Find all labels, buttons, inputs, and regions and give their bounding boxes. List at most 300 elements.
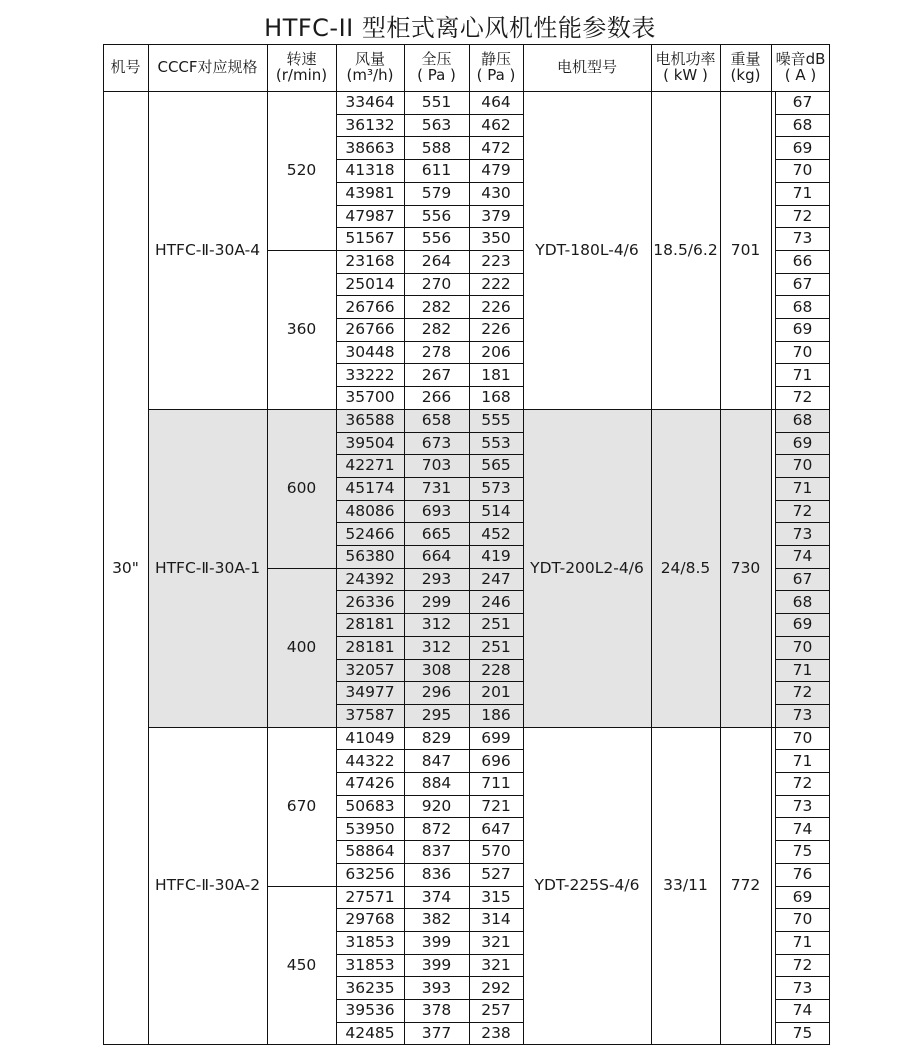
noise-value: 70 [792,910,813,929]
total-pressure-value: 673 [421,433,452,452]
static-pressure-value: 251 [481,638,511,656]
airflow-value: 38663 [345,138,395,157]
total-pressure-value: 296 [421,683,452,702]
total-pressure-value: 836 [421,865,452,883]
grid-line [775,545,830,546]
noise-value: 72 [792,206,813,225]
grid-line [775,205,830,206]
grid-line [775,840,830,841]
grid-line [336,273,523,274]
static-pressure-value: 222 [481,274,511,293]
total-pressure-value: 295 [421,706,452,725]
static-pressure-value: 527 [481,865,511,883]
grid-line [336,659,523,660]
noise-value: 73 [792,229,813,248]
total-pressure-value: 266 [421,388,452,407]
airflow-value: 51567 [345,229,395,248]
total-pressure-value: 563 [421,115,452,134]
static-pressure-value: 247 [481,569,511,588]
header-noise [771,44,830,91]
grid-line [336,454,523,455]
grid-line [336,522,523,523]
grid-line [336,840,523,841]
total-pressure-value: 399 [421,955,452,974]
airflow-value: 35700 [345,388,395,407]
noise-value: 72 [792,774,813,793]
static-pressure-value: 314 [481,910,511,929]
grid-line [775,636,830,637]
grid-line [336,386,523,387]
grid-line [336,772,523,773]
noise-value: 73 [792,524,813,543]
noise-value: 71 [792,184,813,202]
grid-line [775,227,830,228]
grid-line [267,44,268,1044]
noise-value: 67 [792,569,813,588]
airflow-value: 58864 [345,842,395,861]
noise-value: 69 [792,320,813,339]
static-pressure-value: 555 [481,411,511,429]
airflow-value: 32057 [345,660,395,679]
header-weight-line: (kg) [730,65,761,84]
total-pressure-value: 308 [421,660,452,679]
airflow-value: 27571 [345,887,395,906]
noise-value: 74 [792,819,813,838]
grid-line [775,250,830,251]
header-noise-line: ( A ) [784,65,817,84]
total-pressure-value: 270 [421,274,452,293]
grid-line [775,681,830,682]
grid-line [336,931,523,932]
grid-line [336,205,523,206]
header-airflow-line: (m³/h) [346,65,394,84]
static-pressure-value: 565 [481,456,511,475]
total-pressure-value: 731 [421,479,452,498]
total-pressure-value: 399 [421,933,452,952]
noise-value: 73 [792,796,813,815]
total-pressure-value: 884 [421,774,452,793]
grid-line [775,863,830,864]
static-pressure-value: 315 [481,887,511,906]
noise-value: 71 [792,751,813,770]
total-pressure-value: 556 [421,229,452,248]
airflow-value: 43981 [345,184,395,202]
grid-line [775,477,830,478]
total-pressure-value: 588 [421,138,452,157]
airflow-value: 33222 [345,365,395,384]
page-title: HTFC-II 型柜式离心风机性能参数表 [264,14,656,42]
grid-line [267,886,336,887]
grid-line [775,341,830,342]
noise-value: 68 [792,592,813,611]
grid-line [336,409,523,410]
grid-line [336,363,523,364]
motor-model-cell: YDT-200L2-4/6 [530,558,644,577]
airflow-value: 47426 [345,774,395,793]
speed-cell: 400 [286,638,317,656]
noise-value: 66 [792,252,813,271]
airflow-value: 48086 [345,501,395,520]
airflow-value: 36588 [345,411,395,429]
airflow-value: 34977 [345,683,395,702]
noise-value: 71 [792,365,813,384]
grid-line [775,409,830,410]
grid-line [336,318,523,319]
grid-line [775,659,830,660]
airflow-value: 29768 [345,910,395,929]
total-pressure-value: 847 [421,751,452,770]
total-pressure-value: 556 [421,206,452,225]
static-pressure-value: 464 [481,93,511,112]
total-pressure-value: 829 [421,728,452,747]
static-pressure-value: 226 [481,320,511,339]
airflow-value: 24392 [345,569,395,588]
static-pressure-value: 186 [481,706,511,725]
total-pressure-value: 693 [421,501,452,520]
spec-cell: HTFC-Ⅱ-30A-1 [154,558,261,577]
grid-line [775,295,830,296]
noise-value: 71 [792,933,813,952]
total-pressure-value: 267 [421,365,452,384]
grid-line [775,522,830,523]
grid-line [775,727,830,728]
grid-line [651,44,652,1044]
static-pressure-value: 647 [481,819,511,838]
grid-line [775,500,830,501]
total-pressure-value: 264 [421,252,452,271]
airflow-value: 31853 [345,933,395,952]
speed-cell: 670 [286,796,317,815]
total-pressure-value: 665 [421,524,452,543]
grid-line [775,182,830,183]
static-pressure-value: 472 [481,138,511,157]
airflow-value: 50683 [345,796,395,815]
weight-cell: 701 [730,240,761,259]
grid-line [775,613,830,614]
grid-line [336,749,523,750]
total-pressure-value: 551 [421,93,452,112]
noise-value: 73 [792,978,813,997]
airflow-value: 26766 [345,297,395,316]
grid-line [103,44,104,1044]
header-model-no: 机号 [110,57,141,76]
grid-line [336,681,523,682]
header-airflow [336,44,404,91]
noise-value: 72 [792,955,813,974]
grid-line [336,636,523,637]
static-pressure-value: 430 [481,184,511,202]
airflow-value: 47987 [345,206,395,225]
header-total-pressure-line: ( Pa ) [417,65,456,84]
header-motor-power-line: 电机功率 [655,49,716,68]
motor-power-cell: 24/8.5 [660,558,711,577]
noise-value: 70 [792,728,813,747]
header-static-pressure-line: 静压 [480,49,511,68]
total-pressure-value: 312 [421,638,452,656]
grid-line [148,44,149,1044]
grid-line [775,772,830,773]
grid-line [336,613,523,614]
grid-line [775,318,830,319]
airflow-value: 41318 [345,161,395,180]
static-pressure-value: 553 [481,433,511,452]
static-pressure-value: 257 [481,1001,511,1020]
motor-power-cell: 33/11 [663,876,708,895]
grid-line [336,886,523,887]
total-pressure-value: 658 [421,411,452,429]
speed-cell: 600 [286,479,317,498]
header-static-pressure-line: ( Pa ) [476,65,516,84]
static-pressure-value: 246 [481,592,511,611]
grid-line [336,227,523,228]
noise-value: 74 [792,547,813,566]
header-total-pressure [404,44,469,91]
static-pressure-value: 721 [481,796,511,815]
static-pressure-value: 350 [481,229,511,248]
grid-line [775,114,830,115]
noise-value: 70 [792,456,813,475]
static-pressure-value: 479 [481,161,511,180]
header-weight-line: 重量 [730,49,761,68]
noise-value: 70 [792,638,813,656]
motor-model-cell: YDT-225S-4/6 [534,876,640,895]
speed-cell: 360 [286,320,317,339]
performance-table [103,44,830,1044]
grid-line [775,454,830,455]
static-pressure-value: 711 [481,774,511,793]
grid-line [336,159,523,160]
airflow-value: 42485 [345,1023,395,1042]
grid-line [336,817,523,818]
grid-line [775,1022,830,1023]
grid-line [267,250,336,251]
static-pressure-value: 321 [481,933,511,952]
grid-line [336,999,523,1000]
grid-line [336,568,523,569]
noise-value: 70 [792,161,813,180]
grid-line [771,44,772,1044]
airflow-value: 25014 [345,274,395,293]
total-pressure-value: 703 [421,456,452,475]
static-pressure-value: 379 [481,206,511,225]
grid-line [775,817,830,818]
grid-line [775,749,830,750]
total-pressure-value: 299 [421,592,452,611]
header-speed-line: (r/min) [275,65,328,84]
header-speed-line: 转速 [286,49,317,68]
noise-value: 75 [792,1023,813,1042]
static-pressure-value: 228 [481,660,511,679]
grid-line [775,931,830,932]
static-pressure-value: 321 [481,955,511,974]
total-pressure-value: 837 [421,842,452,861]
header-motor-model: 电机型号 [556,57,617,76]
total-pressure-value: 664 [421,547,452,566]
grid-line [775,590,830,591]
total-pressure-value: 374 [421,887,452,906]
static-pressure-value: 462 [481,115,511,134]
static-pressure-value: 226 [481,297,511,316]
static-pressure-value: 573 [481,479,511,498]
static-pressure-value: 696 [481,751,511,770]
airflow-value: 23168 [345,252,395,271]
airflow-value: 45174 [345,479,395,498]
grid-line [775,999,830,1000]
grid-line [775,273,830,274]
noise-value: 72 [792,501,813,520]
speed-cell: 450 [286,955,317,974]
noise-value: 76 [792,865,813,883]
grid-line [775,136,830,137]
static-pressure-value: 570 [481,842,511,861]
spec-cell: HTFC-Ⅱ-30A-4 [154,240,261,259]
grid-line [336,545,523,546]
grid-line [336,136,523,137]
header-static-pressure [469,44,523,91]
grid-line [103,1044,830,1045]
static-pressure-value: 699 [481,728,511,747]
airflow-value: 41049 [345,728,395,747]
grid-line [336,704,523,705]
grid-line [336,477,523,478]
total-pressure-value: 872 [421,819,452,838]
noise-value: 68 [792,411,813,429]
airflow-value: 36132 [345,115,395,134]
noise-value: 69 [792,887,813,906]
grid-line [336,795,523,796]
airflow-value: 36235 [345,978,395,997]
grid-line [336,954,523,955]
model-number-cell: 30" [112,558,139,577]
grid-line [775,908,830,909]
noise-value: 71 [792,660,813,679]
total-pressure-value: 282 [421,320,452,339]
grid-line [775,568,830,569]
total-pressure-value: 920 [421,796,452,815]
grid-line [775,795,830,796]
grid-line [775,704,830,705]
airflow-value: 26766 [345,320,395,339]
static-pressure-value: 168 [481,388,511,407]
airflow-value: 31853 [345,955,395,974]
airflow-value: 28181 [345,638,395,656]
grid-line [336,295,523,296]
grid-line [523,44,524,1044]
static-pressure-value: 419 [481,547,511,566]
airflow-value: 52466 [345,524,395,543]
grid-line [775,954,830,955]
static-pressure-value: 292 [481,978,511,997]
noise-value: 67 [792,93,813,112]
weight-cell: 772 [730,876,761,895]
header-noise-line: 噪音dB [775,49,826,68]
static-pressure-value: 238 [481,1023,511,1042]
total-pressure-value: 579 [421,184,452,202]
grid-line [775,386,830,387]
grid-line [336,500,523,501]
grid-line [336,182,523,183]
grid-line [775,432,830,433]
total-pressure-value: 278 [421,342,452,361]
total-pressure-value: 312 [421,615,452,634]
header-airflow-line: 风量 [354,49,385,68]
total-pressure-value: 393 [421,978,452,997]
static-pressure-value: 514 [481,501,511,520]
noise-value: 70 [792,342,813,361]
grid-line [775,363,830,364]
total-pressure-value: 611 [421,161,452,180]
airflow-value: 63256 [345,865,395,883]
airflow-value: 39536 [345,1001,395,1020]
speed-cell: 520 [286,161,317,180]
airflow-value: 56380 [345,547,395,566]
noise-value: 73 [792,706,813,725]
grid-line [336,341,523,342]
grid-line [336,863,523,864]
grid-line [720,44,721,1044]
airflow-value: 44322 [345,751,395,770]
spec-cell: HTFC-Ⅱ-30A-2 [154,876,261,895]
motor-model-cell: YDT-180L-4/6 [535,240,639,259]
noise-value: 67 [792,274,813,293]
grid-line [336,727,523,728]
airflow-value: 39504 [345,433,395,452]
weight-cell: 730 [730,558,761,577]
static-pressure-value: 181 [481,365,511,384]
noise-value: 68 [792,115,813,134]
header-total-pressure-line: 全压 [421,49,452,68]
total-pressure-value: 293 [421,569,452,588]
static-pressure-value: 251 [481,615,511,634]
grid-line [336,250,523,251]
grid-line [336,432,523,433]
airflow-value: 37587 [345,706,395,725]
grid-line [267,568,336,569]
noise-value: 69 [792,615,813,634]
noise-value: 69 [792,138,813,157]
static-pressure-value: 206 [481,342,511,361]
airflow-value: 26336 [345,592,395,611]
noise-value: 72 [792,683,813,702]
grid-line [775,886,830,887]
header-weight [720,44,771,91]
noise-value: 74 [792,1001,813,1020]
noise-value: 71 [792,479,813,498]
airflow-value: 42271 [345,456,395,475]
header-speed [267,44,336,91]
total-pressure-value: 377 [421,1023,452,1042]
grid-line [336,908,523,909]
grid-line [775,976,830,977]
noise-value: 69 [792,433,813,452]
header-spec: CCCF对应规格 [157,57,258,76]
airflow-value: 53950 [345,819,395,838]
grid-line [336,114,523,115]
grid-line [775,159,830,160]
airflow-value: 28181 [345,615,395,634]
static-pressure-value: 452 [481,524,511,543]
grid-line [336,590,523,591]
total-pressure-value: 282 [421,297,452,316]
static-pressure-value: 201 [481,683,511,702]
total-pressure-value: 378 [421,1001,452,1020]
grid-line [336,1022,523,1023]
noise-value: 75 [792,842,813,861]
motor-power-cell: 18.5/6.2 [653,240,718,259]
header-motor-power [651,44,720,91]
static-pressure-value: 223 [481,252,511,271]
noise-value: 68 [792,297,813,316]
